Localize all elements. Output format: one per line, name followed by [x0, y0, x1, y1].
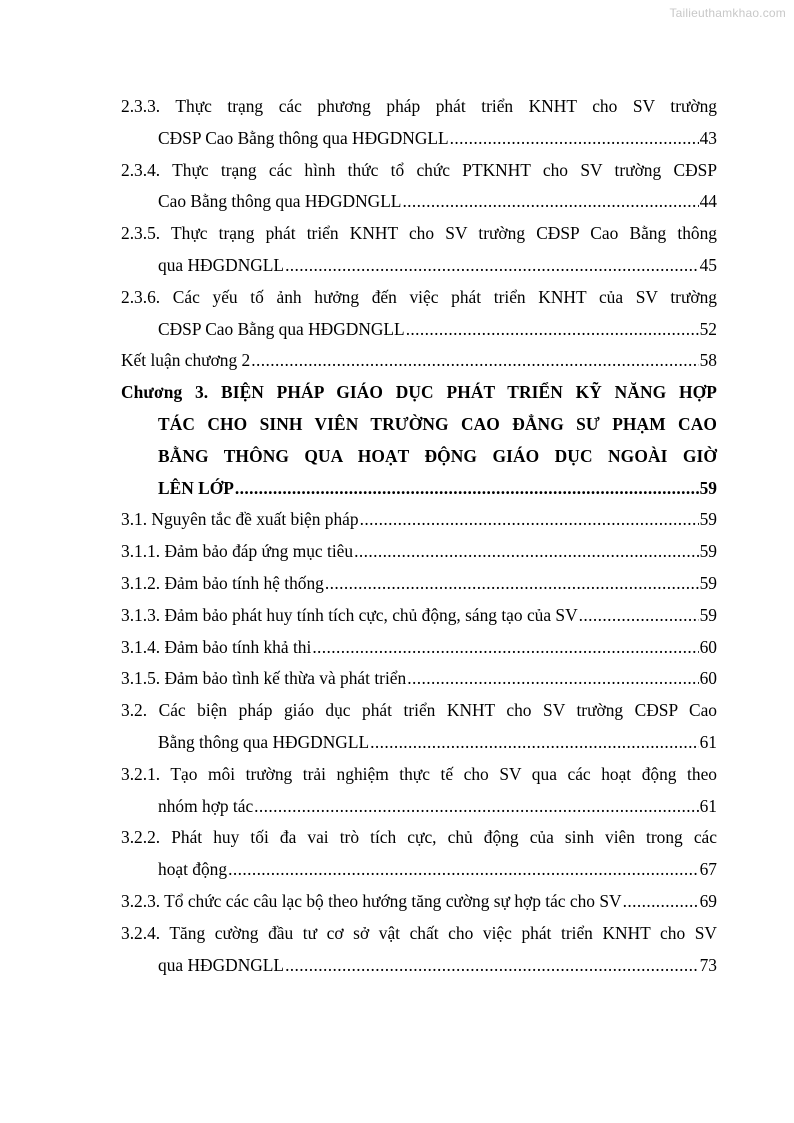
dot-leader — [406, 314, 699, 346]
toc-entry-title: 3.2.2. Phát huy tối đa vai trò tích cực, chủ động của sinh viên trong các — [121, 827, 717, 848]
toc-entry-title: 2.3.3. Thực trạng các phương pháp phát triển KNHT cho SV trường — [121, 96, 717, 116]
toc-page-number: 73 — [699, 954, 717, 975]
dot-leader — [407, 663, 698, 695]
toc-entry — [121, 886, 717, 918]
toc-entry-title: qua HĐGDNGLL — [158, 254, 285, 275]
toc-entry-title: 3.2. Các biện pháp giáo dục phát triển KNHT cho SV trường CĐSP Cao — [121, 700, 717, 721]
toc-page-number: 59 — [699, 541, 717, 562]
dot-leader — [285, 950, 699, 982]
toc-entry-title: Cao Bằng thông qua HĐGDNGLL — [158, 191, 402, 212]
toc-entry — [121, 91, 717, 155]
toc-entry-title: hoạt động — [158, 859, 228, 880]
toc-entry — [121, 759, 717, 823]
dot-leader — [450, 123, 699, 155]
toc-page-number: 61 — [699, 795, 717, 816]
toc-entry — [121, 663, 717, 695]
toc-chapter-heading — [121, 377, 717, 504]
toc-page-number: 59 — [699, 477, 717, 498]
table-of-contents — [121, 91, 717, 981]
dot-leader — [285, 250, 699, 282]
toc-entry-title: 3.1.5. Đảm bảo tình kế thừa và phát triển — [121, 668, 407, 689]
toc-page-number: 58 — [699, 350, 717, 371]
watermark: Tailieuthamkhao.com — [669, 6, 786, 20]
toc-entry-title: Chương 3. BIỆN PHÁP GIÁO DỤC PHÁT TRIỂN KỸ NĂNG HỢP — [121, 382, 717, 403]
dot-leader — [354, 536, 699, 568]
toc-page-number: 59 — [699, 509, 717, 530]
toc-entry-title: 3.1.2. Đảm bảo tính hệ thống — [121, 572, 324, 593]
toc-page-number: 52 — [699, 318, 717, 339]
toc-entry-title: CĐSP Cao Bằng thông qua HĐGDNGLL — [158, 127, 449, 148]
toc-entry — [121, 155, 717, 219]
toc-entry — [121, 345, 717, 377]
dot-leader — [312, 632, 698, 664]
toc-page-number: 69 — [699, 890, 717, 911]
dot-leader — [254, 791, 698, 823]
toc-page-number: 61 — [699, 731, 717, 752]
toc-entry-title: CĐSP Cao Bằng qua HĐGDNGLL — [158, 318, 405, 339]
toc-entry-title: 3.1. Nguyên tắc đề xuất biện pháp — [121, 509, 359, 530]
dot-leader — [623, 886, 699, 918]
toc-page-number: 60 — [699, 636, 717, 657]
dot-leader — [360, 504, 699, 536]
toc-entry-title: nhóm hợp tác — [158, 795, 254, 816]
toc-entry — [121, 504, 717, 536]
toc-page-number: 60 — [699, 668, 717, 689]
dot-leader — [235, 473, 699, 505]
toc-entry-title: 3.2.1. Tạo môi trường trải nghiệm thực tế cho SV qua các hoạt động theo — [121, 763, 717, 784]
toc-entry-title: LÊN LỚP — [158, 477, 234, 498]
toc-entry — [121, 822, 717, 886]
toc-page-number: 59 — [699, 572, 717, 593]
toc-entry-title: 3.2.3. Tổ chức các câu lạc bộ theo hướng tăng cường sự hợp tác cho SV — [121, 890, 622, 911]
toc-page-number: 59 — [699, 604, 717, 625]
dot-leader — [228, 854, 699, 886]
toc-entry-title: Kết luận chương 2 — [121, 350, 251, 371]
toc-page-number: 45 — [699, 254, 717, 275]
dot-leader — [579, 600, 699, 632]
toc-entry — [121, 536, 717, 568]
toc-entry — [121, 918, 717, 982]
toc-entry — [121, 600, 717, 632]
toc-entry-title: TÁC CHO SINH VIÊN TRƯỜNG CAO ĐẲNG SƯ PHẠM CAO — [158, 413, 717, 434]
toc-entry — [121, 282, 717, 346]
toc-entry — [121, 632, 717, 664]
dot-leader — [325, 568, 699, 600]
toc-entry-title: 2.3.4. Thực trạng các hình thức tổ chức PTKNHT cho SV trường CĐSP — [121, 159, 717, 180]
toc-page-number: 44 — [699, 191, 717, 212]
toc-entry-title: 2.3.6. Các yếu tố ảnh hưởng đến việc phát triển KNHT của SV trường — [121, 286, 717, 307]
toc-entry-title: 2.3.5. Thực trạng phát triển KNHT cho SV trường CĐSP Cao Bằng thông — [121, 223, 717, 244]
toc-entry-title: 3.1.1. Đảm bảo đáp ứng mục tiêu — [121, 541, 354, 562]
toc-page-number: 67 — [699, 859, 717, 880]
dot-leader — [251, 345, 698, 377]
toc-entry — [121, 568, 717, 600]
dot-leader — [370, 727, 699, 759]
toc-entry-title: Bằng thông qua HĐGDNGLL — [158, 731, 370, 752]
toc-page-number: 43 — [699, 127, 717, 148]
toc-entry — [121, 218, 717, 282]
toc-entry — [121, 695, 717, 759]
toc-entry-title: 3.1.4. Đảm bảo tính khả thi — [121, 636, 312, 657]
dot-leader — [402, 186, 698, 218]
toc-entry-title: BẰNG THÔNG QUA HOẠT ĐỘNG GIÁO DỤC NGOÀI GIỜ — [158, 445, 717, 466]
toc-entry-title: 3.1.3. Đảm bảo phát huy tính tích cực, chủ động, sáng tạo của SV — [121, 604, 578, 625]
toc-entry-title: qua HĐGDNGLL — [158, 954, 285, 975]
toc-entry-title: 3.2.4. Tăng cường đầu tư cơ sở vật chất cho việc phát triển KNHT cho SV — [121, 922, 717, 943]
